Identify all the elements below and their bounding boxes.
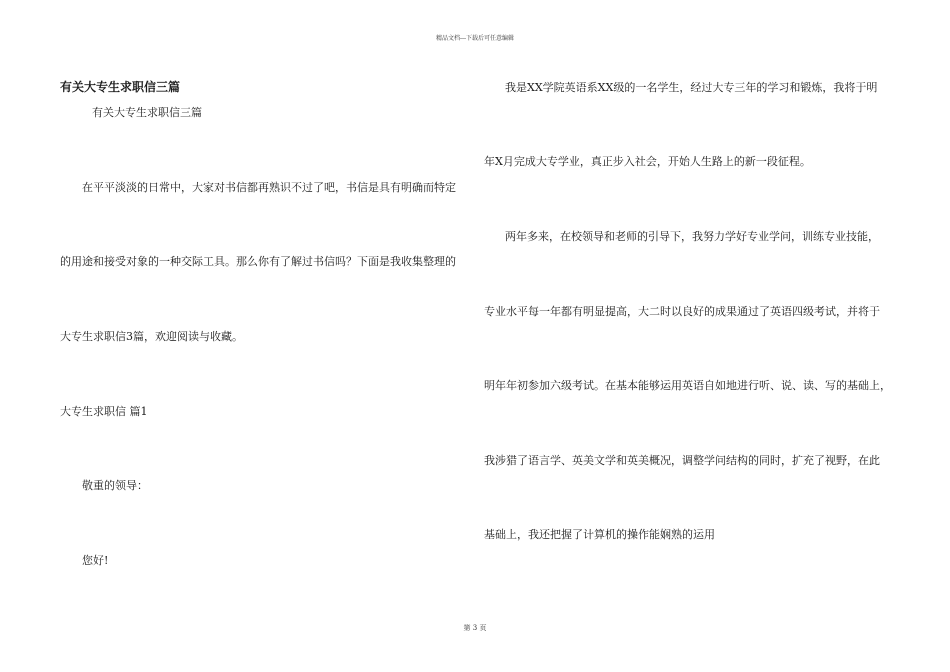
document-subtitle: 有关大专生求职信三篇	[92, 106, 202, 119]
body-line-2: 年X月完成大专学业，真正步入社会，开始人生路上的新一段征程。	[484, 155, 811, 168]
page-number: 第 3 页	[463, 624, 487, 632]
body-line-4: 专业水平每一年都有明显提高，大二时以良好的成果通过了英语四级考试，并将于	[484, 305, 880, 318]
body-line-3: 两年多来，在校领导和老师的引导下，我努力学好专业学问，训练专业技能，	[505, 230, 879, 243]
document-title: 有关大专生求职信三篇	[60, 80, 181, 94]
page-header: 精品文档---下载后可任意编辑	[435, 35, 515, 42]
intro-line-3: 大专生求职信3篇，欢迎阅读与收藏。	[60, 330, 243, 343]
body-line-6: 我涉猎了语言学、英美文学和英美概况，调整学问结构的同时，扩充了视野，在此	[484, 454, 880, 467]
intro-line-2: 的用途和接受对象的一种交际工具。那么你有了解过书信吗？下面是我收集整理的	[60, 255, 456, 268]
letter-salutation: 敬重的领导：	[82, 479, 148, 492]
letter-greeting: 您好!	[82, 554, 109, 567]
body-line-1: 我是XX学院英语系XX级的一名学生，经过大专三年的学习和锻炼，我将于明	[505, 81, 878, 94]
section-heading: 大专生求职信 篇1	[60, 405, 148, 418]
body-line-7: 基础上，我还把握了计算机的操作能娴熟的运用	[484, 528, 715, 541]
body-line-5: 明年年初参加六级考试。在基本能够运用英语自如地进行听、说、读、写的基础上，	[484, 379, 891, 392]
intro-line-1: 在平平淡淡的日常中，大家对书信都再熟识不过了吧，书信是具有明确而特定	[82, 181, 456, 194]
